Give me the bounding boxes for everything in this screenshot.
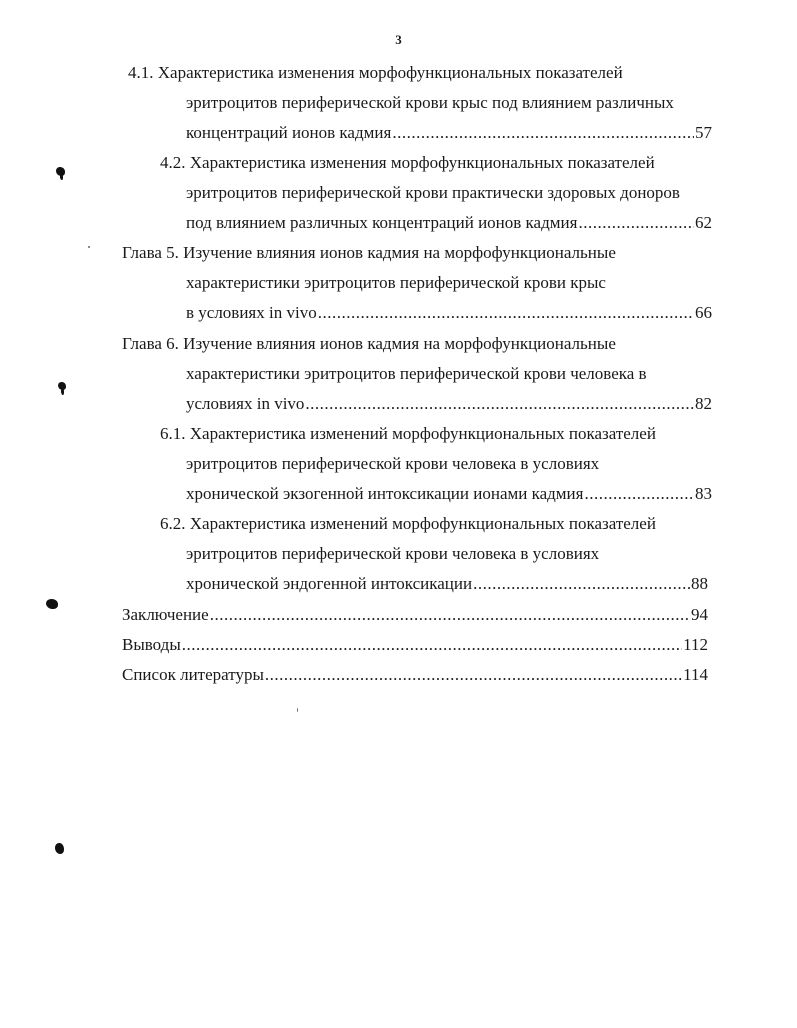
dot-leader [305, 394, 694, 414]
toc-entry-6-1-page: 83 [695, 484, 712, 503]
dot-leader [584, 484, 694, 504]
toc-entry-4-2-line-2: эритроцитов периферической крови практически здоровых доноров [186, 183, 680, 202]
toc-entry-ch6-line-3: условиях in vivo [186, 394, 305, 413]
dot-leader [473, 574, 690, 594]
scan-speck [297, 708, 298, 712]
toc-entry-4-2-line-1: 4.2. Характеристика изменения морфофункциональных показателей [160, 153, 655, 172]
toc-entry-6-2-line-3: хронической эндогенной интоксикации [186, 574, 473, 593]
dot-leader [392, 123, 694, 143]
toc-entry-findings [122, 635, 708, 655]
toc-entry-6-1-line-2: эритроцитов периферической крови человека в условиях [186, 454, 600, 473]
toc-entry-ch6-line-2: характеристики эритроцитов периферической крови человека в [186, 364, 647, 383]
dot-leader [578, 213, 694, 233]
scan-speck [88, 246, 90, 248]
toc-entry-6-1-line-1: 6.1. Характеристика изменений морфофункциональных показателей [160, 424, 656, 443]
toc-entry-references-page: 114 [683, 665, 708, 684]
toc-entry-4-1-line-2: эритроцитов периферической крови крыс под влиянием различных [186, 93, 674, 112]
toc-entry-4-1-line-3: концентраций ионов кадмия [186, 123, 392, 142]
toc-entry-references [122, 665, 708, 685]
page-number: 3 [395, 32, 402, 47]
dot-leader [210, 605, 690, 625]
toc-entry-ch5-line-1: Глава 5. Изучение влияния ионов кадмия на морфофункциональные [122, 243, 616, 262]
scan-speck [55, 843, 64, 854]
toc-entry-6-2-page: 88 [691, 574, 708, 593]
scan-speck [60, 174, 63, 180]
toc-entry-ch5-line-2: характеристики эритроцитов периферической крови крыс [186, 273, 606, 292]
toc-entry-4-2-page: 62 [695, 213, 712, 232]
toc-entry-6-2-leader [186, 574, 708, 594]
dot-leader [265, 665, 682, 685]
toc-entry-ch6-line-1: Глава 6. Изучение влияния ионов кадмия на морфофункциональные [122, 334, 616, 353]
toc-entry-ch5-line-3: в условиях in vivo [186, 303, 317, 322]
toc-entry-conclusion [122, 605, 708, 625]
dot-leader [318, 303, 694, 323]
toc-entry-ch6-leader [186, 394, 712, 414]
scan-speck [61, 388, 64, 395]
toc-entry-6-1-line-3: хронической экзогенной интоксикации ионами кадмия [186, 484, 584, 503]
toc-entry-4-2-line-3: под влиянием различных концентраций ионов кадмия [186, 213, 578, 232]
toc-entry-6-2-line-2: эритроцитов периферической крови человека в условиях [186, 544, 600, 563]
toc-entry-conclusion-page: 94 [691, 605, 708, 624]
scan-speck [46, 599, 58, 609]
toc-entry-4-1-line-1: 4.1. Характеристика изменения морфофункциональных показателей [128, 63, 623, 82]
toc-entry-findings-label: Выводы [122, 635, 181, 654]
toc-entry-6-1-leader [186, 484, 712, 504]
toc-entry-findings-page: 112 [683, 635, 708, 654]
toc-entry-ch5-page: 66 [695, 303, 712, 322]
toc-entry-6-2-line-1: 6.2. Характеристика изменений морфофункциональных показателей [160, 514, 656, 533]
toc-entry-references-label: Список литературы [122, 665, 264, 684]
dot-leader [182, 635, 682, 655]
toc-entry-conclusion-label: Заключение [122, 605, 209, 624]
toc-entry-ch6-page: 82 [695, 394, 712, 413]
toc-entry-4-2-leader [186, 213, 712, 233]
toc-entry-4-1-leader [186, 123, 712, 143]
toc-entry-4-1-page: 57 [695, 123, 712, 142]
toc-entry-ch5-leader [186, 303, 712, 323]
